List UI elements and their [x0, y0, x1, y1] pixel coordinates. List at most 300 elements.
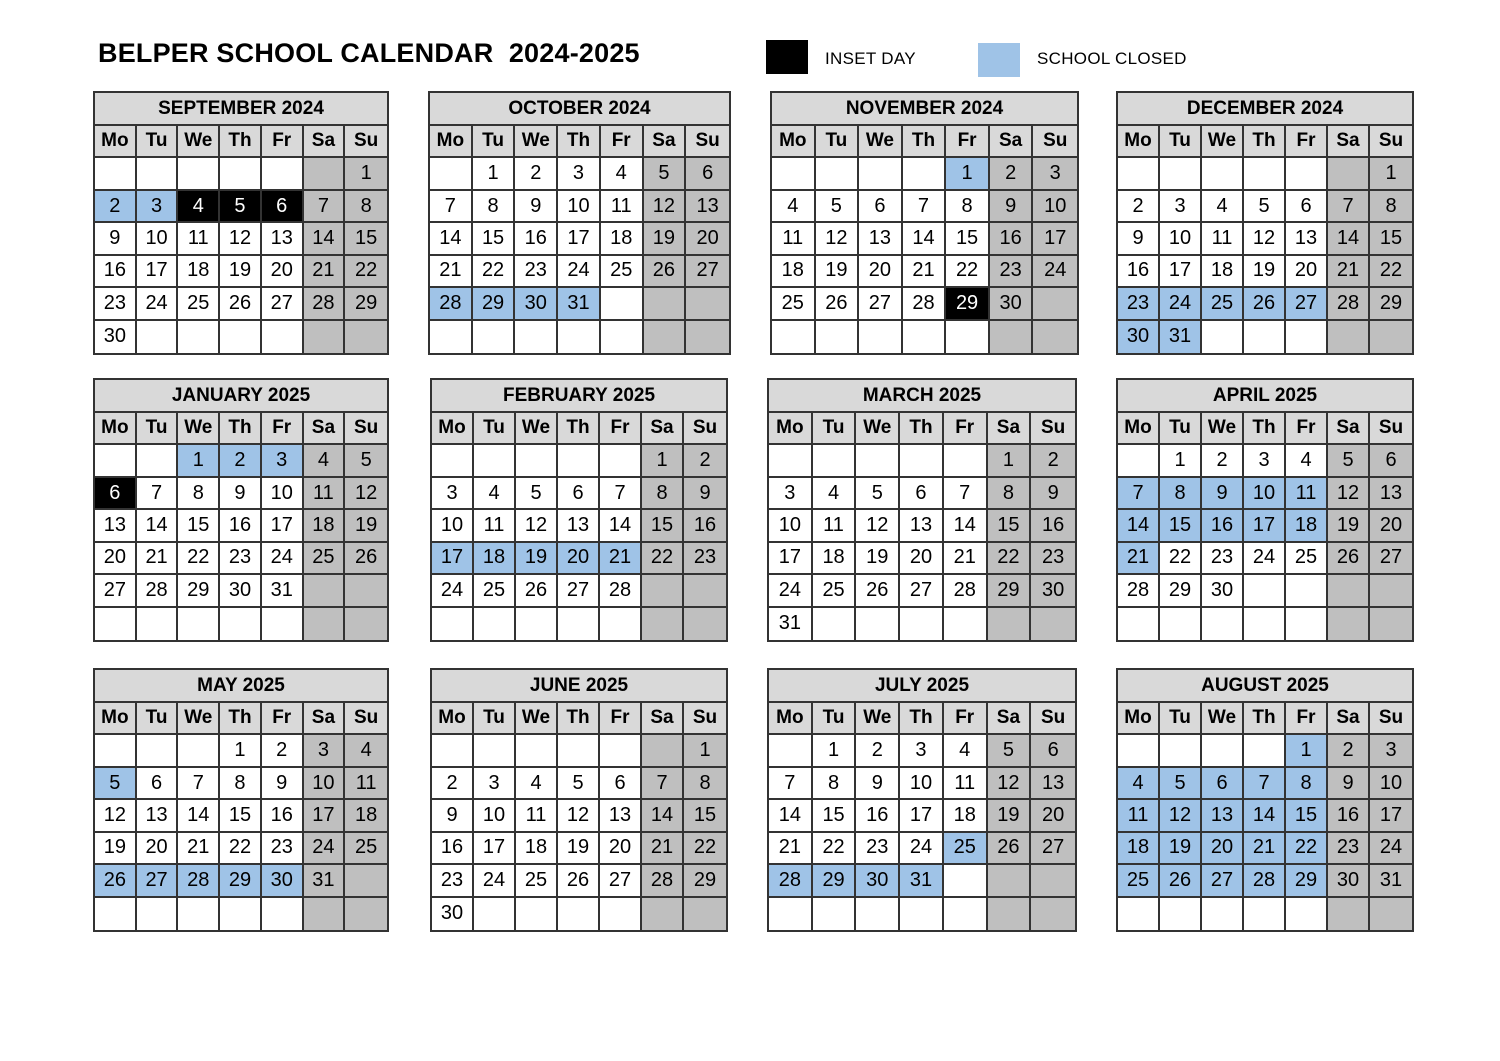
weekday-header: Su	[1370, 413, 1412, 445]
day-cell: 30	[220, 575, 262, 607]
empty-day-cell	[903, 158, 947, 190]
day-cell: 4	[474, 478, 516, 510]
day-cell: 29	[178, 575, 220, 607]
day-cell: 26	[988, 833, 1032, 865]
day-cell: 26	[95, 865, 137, 897]
weekday-header: Sa	[304, 413, 346, 445]
inset-day-legend-label: INSET DAY	[825, 49, 916, 68]
day-cell: 22	[642, 543, 684, 575]
empty-day-cell	[816, 158, 860, 190]
day-cell: 10	[900, 768, 944, 800]
empty-day-cell	[644, 321, 687, 353]
empty-day-cell	[686, 288, 729, 320]
empty-day-cell	[1031, 865, 1075, 897]
day-cell: 13	[1202, 800, 1244, 832]
empty-day-cell	[1202, 898, 1244, 930]
empty-day-cell	[1328, 575, 1370, 607]
day-cell: 14	[769, 800, 813, 832]
empty-day-cell	[1286, 898, 1328, 930]
empty-day-cell	[178, 608, 220, 640]
empty-day-cell	[601, 321, 644, 353]
day-cell: 29	[946, 288, 990, 320]
day-cell: 5	[856, 478, 900, 510]
school-closed-swatch	[978, 43, 1020, 77]
day-cell: 25	[1286, 543, 1328, 575]
day-cell: 7	[1118, 478, 1160, 510]
day-cell: 1	[988, 445, 1032, 477]
day-cell: 8	[813, 768, 857, 800]
day-cell: 15	[813, 800, 857, 832]
weekday-header: We	[856, 413, 900, 445]
day-cell: 13	[95, 510, 137, 542]
day-cell: 11	[304, 478, 346, 510]
month-calendar	[767, 378, 1077, 642]
month-day-grid	[772, 126, 1077, 353]
empty-day-cell	[1328, 158, 1370, 190]
day-cell: 23	[990, 256, 1034, 288]
day-cell: 18	[474, 543, 516, 575]
weekday-header: Tu	[137, 126, 179, 158]
empty-day-cell	[220, 608, 262, 640]
day-cell: 24	[1033, 256, 1077, 288]
empty-day-cell	[220, 898, 262, 930]
day-cell: 28	[769, 865, 813, 897]
day-cell: 13	[262, 223, 304, 255]
day-cell: 21	[600, 543, 642, 575]
empty-day-cell	[345, 575, 387, 607]
day-cell: 8	[946, 191, 990, 223]
day-cell: 4	[516, 768, 558, 800]
weekday-header: We	[1202, 126, 1244, 158]
month-calendar	[93, 91, 389, 355]
empty-day-cell	[684, 608, 726, 640]
day-cell: 26	[1244, 288, 1286, 320]
empty-day-cell	[345, 865, 387, 897]
day-cell: 19	[1328, 510, 1370, 542]
day-cell: 5	[1244, 191, 1286, 223]
day-cell: 28	[137, 575, 179, 607]
day-cell: 15	[988, 510, 1032, 542]
day-cell: 27	[95, 575, 137, 607]
day-cell: 10	[304, 768, 346, 800]
empty-day-cell	[1160, 158, 1202, 190]
weekday-header: Su	[1033, 126, 1077, 158]
day-cell: 23	[1202, 543, 1244, 575]
day-cell: 15	[684, 800, 726, 832]
day-cell: 12	[856, 510, 900, 542]
day-cell: 21	[1118, 543, 1160, 575]
day-cell: 3	[304, 735, 346, 767]
empty-day-cell	[944, 445, 988, 477]
weekday-header: Tu	[816, 126, 860, 158]
empty-day-cell	[304, 898, 346, 930]
day-cell: 14	[903, 223, 947, 255]
weekday-header: Mo	[1118, 703, 1160, 735]
day-cell: 13	[558, 510, 600, 542]
day-cell: 28	[642, 865, 684, 897]
day-cell: 5	[644, 158, 687, 190]
day-cell: 24	[558, 256, 601, 288]
weekday-header: Su	[1031, 703, 1075, 735]
empty-day-cell	[813, 608, 857, 640]
day-cell: 26	[1328, 543, 1370, 575]
empty-day-cell	[1244, 735, 1286, 767]
day-cell: 9	[262, 768, 304, 800]
empty-day-cell	[900, 608, 944, 640]
day-cell: 26	[558, 865, 600, 897]
weekday-header: Fr	[600, 703, 642, 735]
empty-day-cell	[1244, 608, 1286, 640]
day-cell: 8	[178, 478, 220, 510]
empty-day-cell	[600, 898, 642, 930]
empty-day-cell	[137, 445, 179, 477]
day-cell: 29	[1286, 865, 1328, 897]
day-cell: 17	[1370, 800, 1412, 832]
day-cell: 14	[430, 223, 473, 255]
day-cell: 11	[601, 191, 644, 223]
day-cell: 24	[137, 288, 179, 320]
day-cell: 18	[304, 510, 346, 542]
day-cell: 22	[1160, 543, 1202, 575]
day-cell: 7	[178, 768, 220, 800]
day-cell: 23	[1328, 833, 1370, 865]
day-cell: 25	[1118, 865, 1160, 897]
empty-day-cell	[262, 158, 304, 190]
weekday-header: Sa	[642, 413, 684, 445]
day-cell: 22	[1286, 833, 1328, 865]
day-cell: 20	[262, 256, 304, 288]
weekday-header: Th	[903, 126, 947, 158]
day-cell: 22	[178, 543, 220, 575]
weekday-header: Mo	[769, 413, 813, 445]
day-cell: 2	[220, 445, 262, 477]
day-cell: 1	[220, 735, 262, 767]
day-cell: 6	[137, 768, 179, 800]
day-cell: 1	[473, 158, 516, 190]
empty-day-cell	[944, 898, 988, 930]
day-cell: 19	[345, 510, 387, 542]
weekday-header: We	[515, 126, 558, 158]
day-cell: 24	[900, 833, 944, 865]
day-cell: 4	[813, 478, 857, 510]
day-cell: 16	[990, 223, 1034, 255]
day-cell: 10	[1033, 191, 1077, 223]
empty-day-cell	[684, 575, 726, 607]
day-cell: 11	[944, 768, 988, 800]
day-cell: 7	[430, 191, 473, 223]
day-cell: 27	[1286, 288, 1328, 320]
day-cell: 4	[304, 445, 346, 477]
empty-day-cell	[558, 321, 601, 353]
empty-day-cell	[1160, 735, 1202, 767]
day-cell: 2	[856, 735, 900, 767]
weekday-header: Sa	[988, 413, 1032, 445]
weekday-header: Mo	[95, 703, 137, 735]
day-cell: 30	[432, 898, 474, 930]
month-calendar	[93, 668, 389, 932]
weekday-header: We	[516, 413, 558, 445]
day-cell: 12	[1328, 478, 1370, 510]
weekday-header: Tu	[137, 413, 179, 445]
day-cell: 5	[516, 478, 558, 510]
inset-day-swatch	[766, 40, 808, 74]
day-cell: 15	[946, 223, 990, 255]
day-cell: 26	[1160, 865, 1202, 897]
month-day-grid	[95, 703, 387, 930]
day-cell: 18	[516, 833, 558, 865]
day-cell: 19	[220, 256, 262, 288]
day-cell: 30	[1202, 575, 1244, 607]
empty-day-cell	[430, 321, 473, 353]
day-cell: 3	[900, 735, 944, 767]
day-cell: 10	[769, 510, 813, 542]
day-cell: 20	[1202, 833, 1244, 865]
day-cell: 20	[95, 543, 137, 575]
day-cell: 2	[95, 191, 137, 223]
day-cell: 21	[944, 543, 988, 575]
day-cell: 31	[900, 865, 944, 897]
day-cell: 8	[1160, 478, 1202, 510]
day-cell: 15	[178, 510, 220, 542]
day-cell: 11	[772, 223, 816, 255]
day-cell: 15	[1160, 510, 1202, 542]
empty-day-cell	[1118, 898, 1160, 930]
day-cell: 11	[813, 510, 857, 542]
empty-day-cell	[137, 735, 179, 767]
weekday-header: Fr	[944, 703, 988, 735]
day-cell: 27	[1031, 833, 1075, 865]
day-cell: 27	[558, 575, 600, 607]
day-cell: 20	[859, 256, 903, 288]
day-cell: 7	[600, 478, 642, 510]
weekday-header: Fr	[600, 413, 642, 445]
day-cell: 24	[474, 865, 516, 897]
month-calendar	[428, 91, 731, 355]
weekday-header: Mo	[432, 413, 474, 445]
day-cell: 30	[262, 865, 304, 897]
day-cell: 18	[178, 256, 220, 288]
day-cell: 19	[1244, 256, 1286, 288]
day-cell: 22	[813, 833, 857, 865]
weekday-header: Th	[558, 413, 600, 445]
day-cell: 8	[1370, 191, 1412, 223]
day-cell: 19	[856, 543, 900, 575]
day-cell: 12	[644, 191, 687, 223]
day-cell: 26	[220, 288, 262, 320]
empty-day-cell	[1244, 898, 1286, 930]
empty-day-cell	[900, 445, 944, 477]
day-cell: 4	[1118, 768, 1160, 800]
day-cell: 24	[304, 833, 346, 865]
empty-day-cell	[856, 898, 900, 930]
day-cell: 2	[515, 158, 558, 190]
day-cell: 27	[900, 575, 944, 607]
day-cell: 16	[262, 800, 304, 832]
day-cell: 26	[516, 575, 558, 607]
day-cell: 7	[1244, 768, 1286, 800]
day-cell: 10	[1244, 478, 1286, 510]
day-cell: 5	[220, 191, 262, 223]
weekday-header: We	[1202, 703, 1244, 735]
day-cell: 31	[304, 865, 346, 897]
day-cell: 19	[516, 543, 558, 575]
weekday-header: Fr	[262, 703, 304, 735]
empty-day-cell	[1202, 321, 1244, 353]
day-cell: 16	[1031, 510, 1075, 542]
day-cell: 31	[262, 575, 304, 607]
empty-day-cell	[1370, 575, 1412, 607]
day-cell: 14	[600, 510, 642, 542]
day-cell: 14	[137, 510, 179, 542]
day-cell: 16	[220, 510, 262, 542]
day-cell: 23	[95, 288, 137, 320]
day-cell: 28	[903, 288, 947, 320]
empty-day-cell	[474, 445, 516, 477]
month-day-grid	[1118, 703, 1412, 930]
empty-day-cell	[345, 608, 387, 640]
day-cell: 1	[1286, 735, 1328, 767]
weekday-header: Su	[686, 126, 729, 158]
day-cell: 19	[644, 223, 687, 255]
day-cell: 28	[178, 865, 220, 897]
day-cell: 16	[1328, 800, 1370, 832]
day-cell: 24	[1370, 833, 1412, 865]
weekday-header: Sa	[304, 703, 346, 735]
day-cell: 20	[1370, 510, 1412, 542]
day-cell: 26	[644, 256, 687, 288]
empty-day-cell	[944, 865, 988, 897]
day-cell: 27	[859, 288, 903, 320]
empty-day-cell	[642, 898, 684, 930]
day-cell: 10	[137, 223, 179, 255]
day-cell: 9	[990, 191, 1034, 223]
day-cell: 29	[473, 288, 516, 320]
weekday-header: Tu	[474, 413, 516, 445]
empty-day-cell	[137, 321, 179, 353]
day-cell: 6	[95, 478, 137, 510]
day-cell: 9	[515, 191, 558, 223]
day-cell: 3	[1244, 445, 1286, 477]
day-cell: 20	[600, 833, 642, 865]
empty-day-cell	[601, 288, 644, 320]
day-cell: 13	[600, 800, 642, 832]
empty-day-cell	[474, 735, 516, 767]
weekday-header: Th	[558, 126, 601, 158]
day-cell: 6	[558, 478, 600, 510]
day-cell: 18	[345, 800, 387, 832]
day-cell: 25	[345, 833, 387, 865]
empty-day-cell	[304, 608, 346, 640]
day-cell: 25	[474, 575, 516, 607]
day-cell: 1	[345, 158, 387, 190]
month-calendar	[1116, 668, 1414, 932]
empty-day-cell	[988, 898, 1032, 930]
day-cell: 14	[1118, 510, 1160, 542]
day-cell: 30	[990, 288, 1034, 320]
day-cell: 6	[1286, 191, 1328, 223]
weekday-header: Sa	[644, 126, 687, 158]
month-day-grid	[95, 413, 387, 640]
day-cell: 21	[769, 833, 813, 865]
day-cell: 18	[1286, 510, 1328, 542]
weekday-header: Su	[684, 413, 726, 445]
day-cell: 29	[813, 865, 857, 897]
empty-day-cell	[859, 321, 903, 353]
day-cell: 9	[1202, 478, 1244, 510]
day-cell: 7	[903, 191, 947, 223]
day-cell: 29	[345, 288, 387, 320]
day-cell: 9	[432, 800, 474, 832]
empty-day-cell	[430, 158, 473, 190]
month-calendar	[1116, 91, 1414, 355]
weekday-header: Mo	[1118, 413, 1160, 445]
empty-day-cell	[642, 608, 684, 640]
day-cell: 3	[769, 478, 813, 510]
empty-day-cell	[1118, 158, 1160, 190]
day-cell: 4	[772, 191, 816, 223]
empty-day-cell	[95, 608, 137, 640]
day-cell: 18	[944, 800, 988, 832]
day-cell: 17	[769, 543, 813, 575]
weekday-header: Fr	[601, 126, 644, 158]
month-title: DECEMBER 2024	[1118, 93, 1412, 126]
weekday-header: Th	[1244, 413, 1286, 445]
day-cell: 28	[430, 288, 473, 320]
day-cell: 15	[1286, 800, 1328, 832]
empty-day-cell	[137, 898, 179, 930]
month-day-grid	[95, 126, 387, 353]
day-cell: 6	[262, 191, 304, 223]
empty-day-cell	[769, 735, 813, 767]
weekday-header: Su	[345, 703, 387, 735]
day-cell: 24	[769, 575, 813, 607]
day-cell: 15	[220, 800, 262, 832]
day-cell: 17	[900, 800, 944, 832]
day-cell: 27	[1202, 865, 1244, 897]
day-cell: 6	[1370, 445, 1412, 477]
empty-day-cell	[220, 158, 262, 190]
day-cell: 7	[304, 191, 346, 223]
month-day-grid	[432, 413, 726, 640]
weekday-header: Tu	[813, 703, 857, 735]
day-cell: 6	[686, 158, 729, 190]
weekday-header: Th	[900, 703, 944, 735]
weekday-header: Mo	[95, 126, 137, 158]
weekday-header: Th	[900, 413, 944, 445]
school-closed-legend-label: SCHOOL CLOSED	[1037, 49, 1187, 68]
day-cell: 28	[304, 288, 346, 320]
empty-day-cell	[137, 158, 179, 190]
day-cell: 24	[432, 575, 474, 607]
day-cell: 21	[137, 543, 179, 575]
day-cell: 5	[1160, 768, 1202, 800]
day-cell: 24	[262, 543, 304, 575]
empty-day-cell	[516, 735, 558, 767]
empty-day-cell	[1118, 735, 1160, 767]
day-cell: 30	[95, 321, 137, 353]
empty-day-cell	[345, 898, 387, 930]
day-cell: 3	[474, 768, 516, 800]
day-cell: 14	[1328, 223, 1370, 255]
day-cell: 6	[1202, 768, 1244, 800]
day-cell: 21	[642, 833, 684, 865]
weekday-header: Su	[1370, 126, 1412, 158]
day-cell: 17	[1033, 223, 1077, 255]
day-cell: 7	[769, 768, 813, 800]
weekday-header: Tu	[474, 703, 516, 735]
day-cell: 29	[1370, 288, 1412, 320]
day-cell: 29	[684, 865, 726, 897]
